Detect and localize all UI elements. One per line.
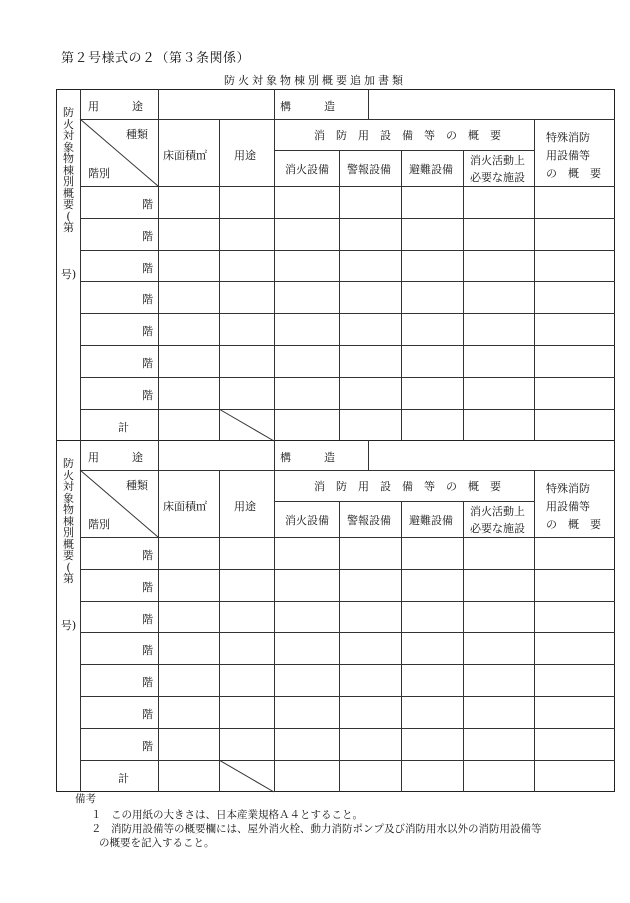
note-item-1 <box>91 808 363 822</box>
special-equipment-header-line2: 用設備等 <box>546 149 590 162</box>
floor-row-label: 階 <box>142 198 153 211</box>
building-section-1 <box>56 89 615 441</box>
alarm-header: 警報設備 <box>347 514 391 527</box>
special-equipment-header-line1: 特殊消防 <box>546 482 590 495</box>
note-text: この用紙の大きさは、日本産業規格Ａ４とすること。 <box>111 809 363 821</box>
special-equipment-header-line3: の 概 要 <box>546 518 601 531</box>
document-subtitle: 防火対象物棟別概要追加書類 <box>224 74 406 87</box>
special-equipment-header-line2: 用設備等 <box>546 500 590 513</box>
structure-label: 構 造 <box>280 451 335 464</box>
equipment-header: 消 防 用 設 備 等 の 概 要 <box>314 129 501 142</box>
notes <box>75 792 542 849</box>
type-label: 種類 <box>126 128 148 141</box>
side-label: 防 火 対 象 物 棟 別 概 要 ( 第 号) <box>60 106 77 281</box>
special-equipment-header-line3: の 概 要 <box>546 167 601 180</box>
equipment-header: 消 防 用 設 備 等 の 概 要 <box>314 480 501 493</box>
special-equipment-header-line1: 特殊消防 <box>546 131 590 144</box>
type-label: 種類 <box>126 479 148 492</box>
floor-row-label: 階 <box>142 293 153 306</box>
firefighting-activity-header-line2: 必要な施設 <box>470 171 525 184</box>
floor-row-label: 階 <box>142 389 153 402</box>
fire-extinguishing-header: 消火設備 <box>285 163 329 176</box>
floor-row-label: 階 <box>142 740 153 753</box>
building-section-2 <box>56 440 615 792</box>
total-label: 計 <box>118 421 129 434</box>
side-label: 防 火 対 象 物 棟 別 概 要 ( 第 号) <box>60 457 77 632</box>
total-diagonal <box>219 409 274 441</box>
use-header: 用途 <box>234 149 256 162</box>
use-label: 用 途 <box>88 451 143 464</box>
evacuation-header: 避難設備 <box>409 514 453 527</box>
alarm-header: 警報設備 <box>347 163 391 176</box>
floor-row-label: 階 <box>142 708 153 721</box>
floor-row-label: 階 <box>142 230 153 243</box>
form-title: 第２号様式の２（第３条関係） <box>61 51 251 66</box>
structure-label: 構 造 <box>280 100 335 113</box>
note-item-2-continued: の概要を記入すること。 <box>99 837 215 849</box>
floor-row-label: 階 <box>142 581 153 594</box>
note-number: １ <box>91 809 102 821</box>
note-text: 消防用設備等の概要欄には、屋外消火栓、動力消防ポンプ及び消防用水以外の消防用設備等 <box>111 823 542 835</box>
evacuation-header: 避難設備 <box>409 163 453 176</box>
note-item-2 <box>91 822 542 836</box>
floor-row-label: 階 <box>142 549 153 562</box>
floor-label: 階別 <box>88 518 110 531</box>
floor-row-label: 階 <box>142 613 153 626</box>
floor-row-label: 階 <box>142 262 153 275</box>
total-diagonal <box>219 760 274 792</box>
notes-heading: 備考 <box>75 793 96 805</box>
use-header: 用途 <box>234 500 256 513</box>
floor-row-label: 階 <box>142 644 153 657</box>
floor-area-header: 床面積㎡ <box>163 149 207 162</box>
firefighting-activity-header-line2: 必要な施設 <box>470 522 525 535</box>
floor-row-label: 階 <box>142 357 153 370</box>
total-label: 計 <box>118 772 129 785</box>
floor-row-label: 階 <box>142 325 153 338</box>
note-number: ２ <box>91 823 102 835</box>
fire-extinguishing-header: 消火設備 <box>285 514 329 527</box>
firefighting-activity-header-line1: 消火活動上 <box>470 505 525 518</box>
floor-area-header: 床面積㎡ <box>163 500 207 513</box>
floor-row-label: 階 <box>142 676 153 689</box>
floor-label: 階別 <box>88 167 110 180</box>
firefighting-activity-header-line1: 消火活動上 <box>470 154 525 167</box>
use-label: 用 途 <box>88 100 143 113</box>
